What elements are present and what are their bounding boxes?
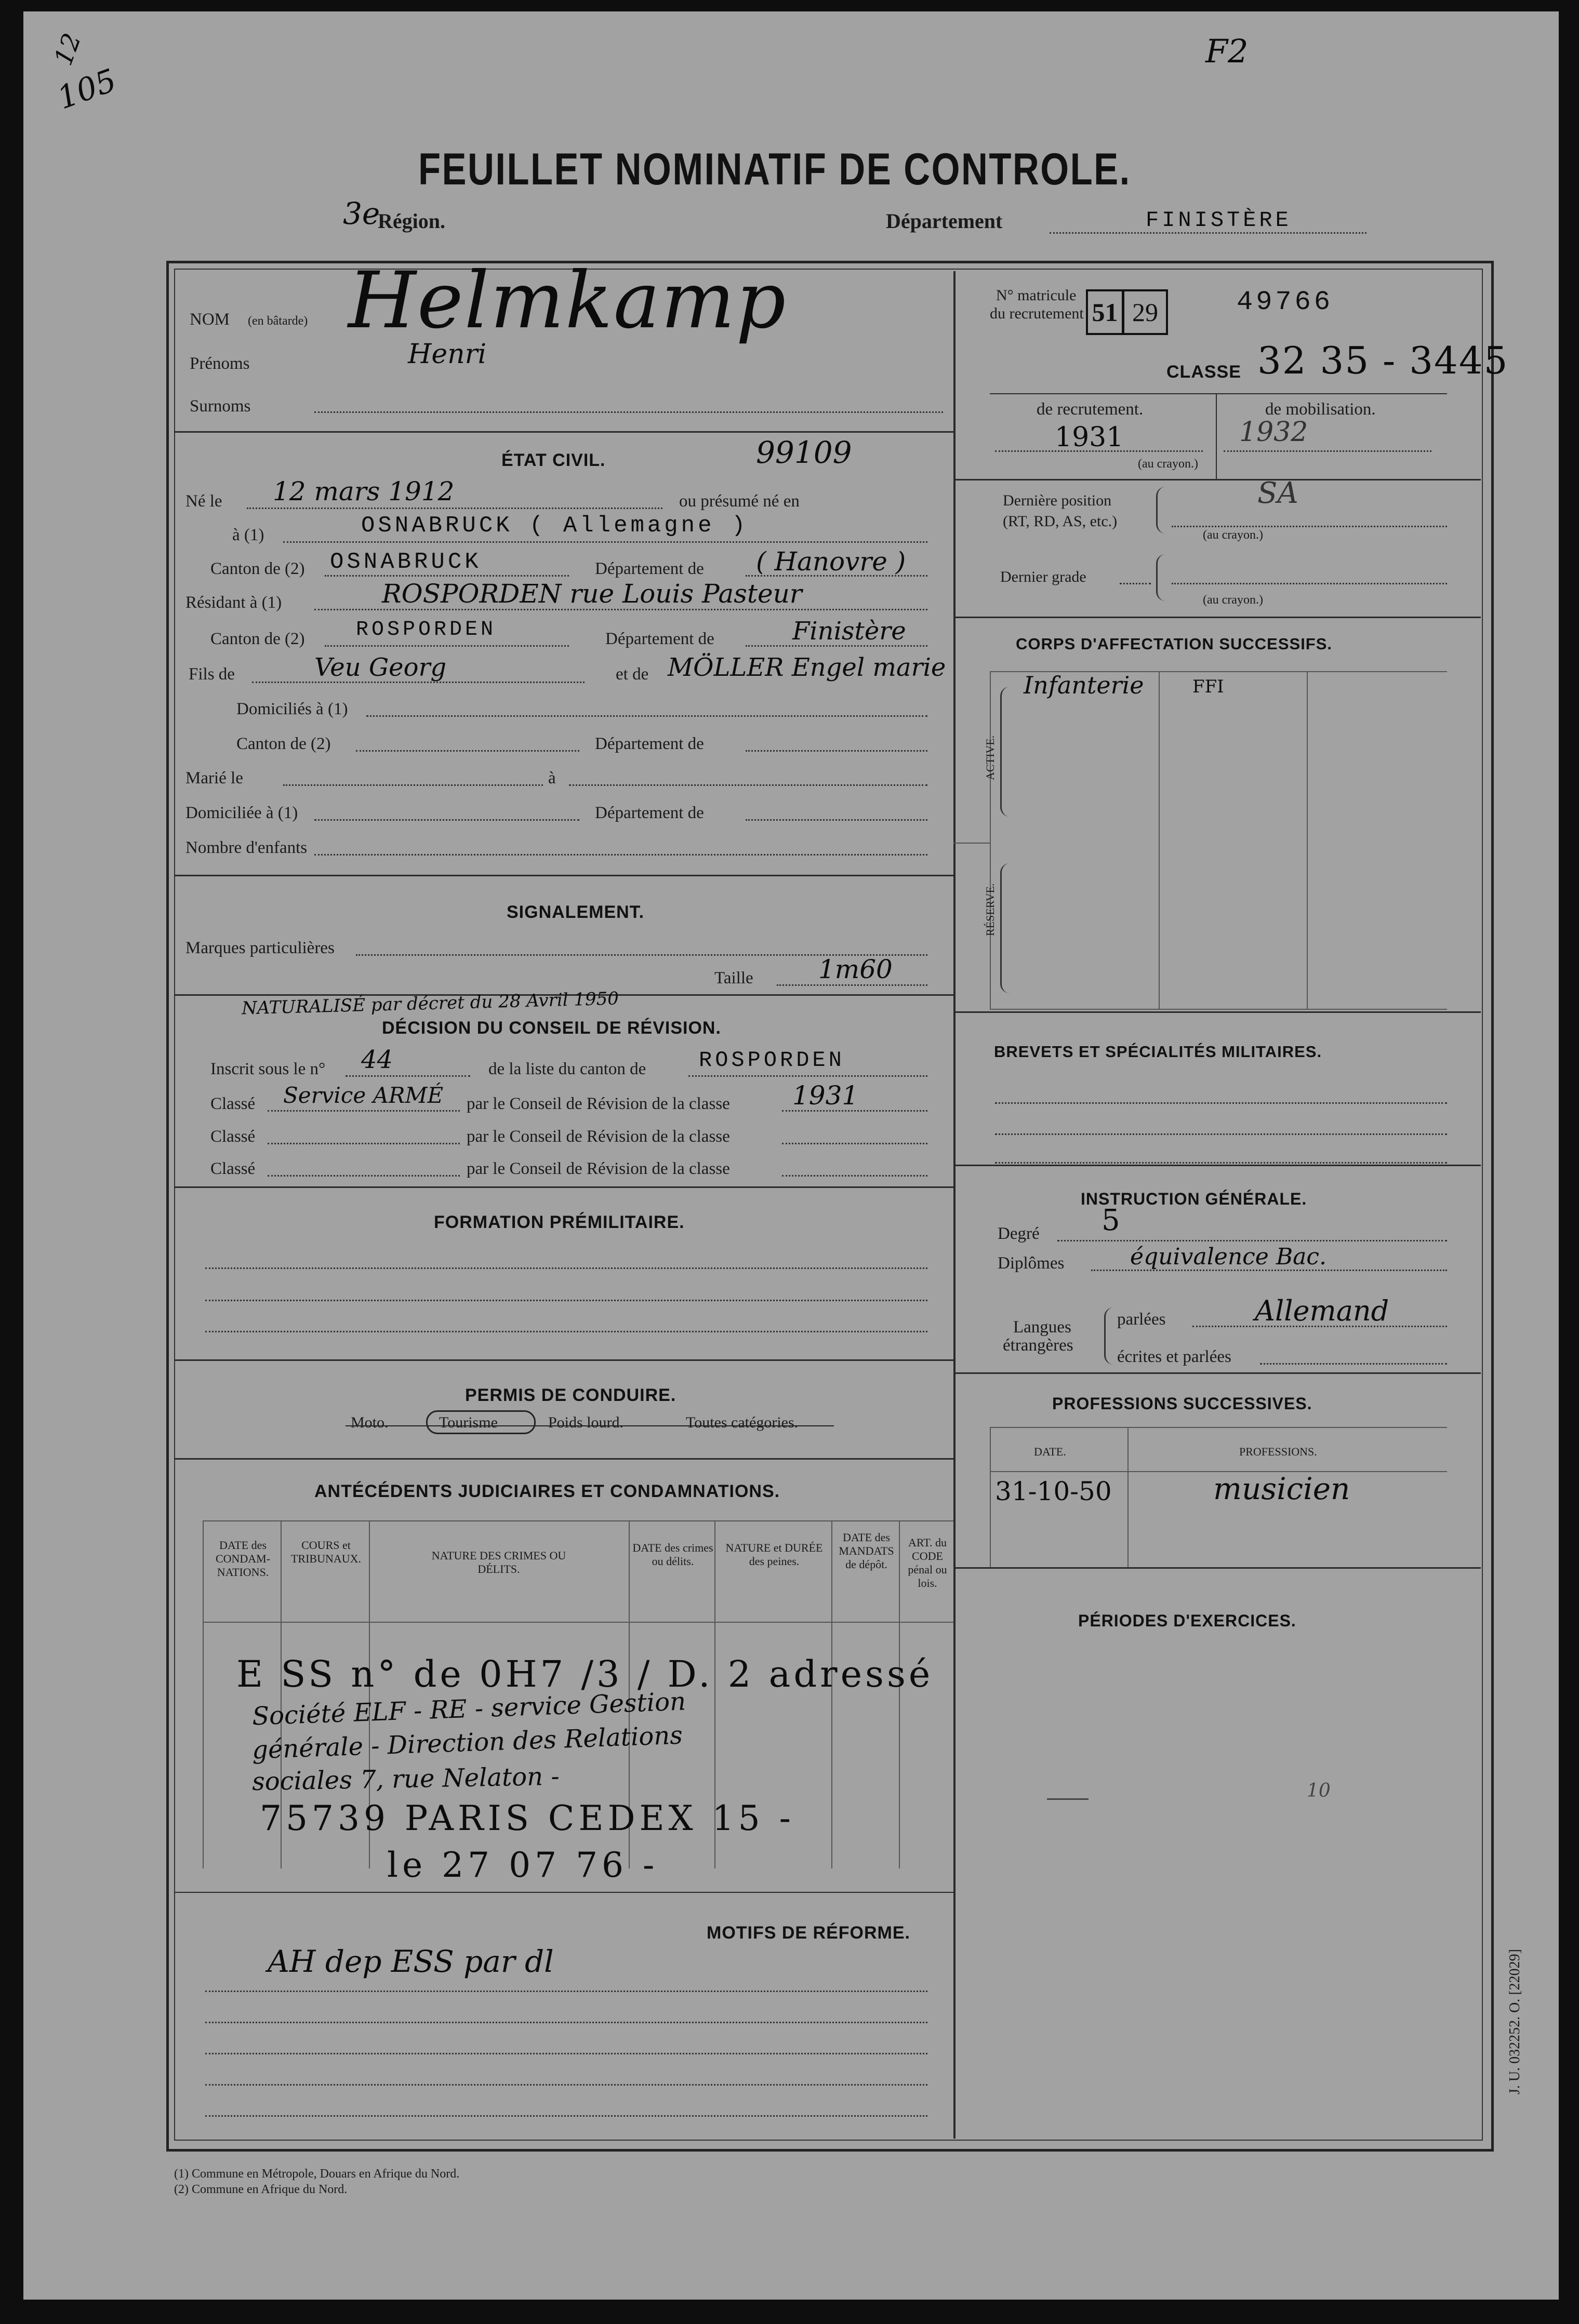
departement4-label: Département de	[595, 804, 704, 822]
inscrit-label: Inscrit sous le n°	[210, 1060, 326, 1078]
etat-civil-heading: ÉTAT CIVIL.	[501, 450, 606, 470]
matricule-box-2: 29	[1122, 289, 1168, 335]
reserve-label: RÉSERVE.	[984, 883, 997, 936]
record-sheet	[23, 11, 1559, 2300]
classe-2-par: par le Conseil de Révision de la classe	[467, 1127, 730, 1146]
classe-1-annee: 1931	[792, 1080, 859, 1111]
etat-civil-stamp: 99109	[756, 435, 852, 470]
parlees-value: Allemand	[1255, 1294, 1389, 1327]
note-line-3: générale - Direction des Relations	[251, 1720, 683, 1765]
col-date-crimes: DATE des crimes ou délits.	[632, 1541, 713, 1568]
matricule-label-2: du recrutement	[990, 305, 1084, 322]
formation-heading: FORMATION PRÉMILITAIRE.	[434, 1212, 685, 1232]
instruction-heading: INSTRUCTION GÉNÉRALE.	[1081, 1190, 1307, 1208]
presume-label: ou présumé né en	[679, 492, 800, 511]
taille-value: 1m60	[818, 954, 893, 984]
note-line-4: sociales 7, rue Nelaton -	[251, 1761, 560, 1797]
classe-value: 32 35 - 3445	[1257, 339, 1509, 382]
periodes-heading: PÉRIODES D'EXERCICES.	[1078, 1611, 1296, 1630]
marques-label: Marques particulières	[185, 939, 335, 957]
degre-label: Degré	[998, 1224, 1040, 1243]
prenoms-value: Henri	[408, 339, 487, 370]
birth-place-label: à (1)	[232, 526, 264, 544]
ecrites-label: écrites et parlées	[1117, 1347, 1231, 1366]
note-line-1: E SS n° de 0H7 /3 / D. 2 adressé	[236, 1653, 934, 1695]
motifs-heading: MOTIFS DE RÉFORME.	[707, 1923, 910, 1943]
derniere-position-sub: (RT, RD, AS, etc.)	[1003, 513, 1118, 530]
departement-de-label: Département de	[595, 559, 704, 578]
canton3-label: Canton de (2)	[236, 734, 331, 753]
langues-label-1: Langues	[1013, 1318, 1071, 1337]
marie-a-label: à	[548, 769, 556, 787]
col-art-code: ART. du CODE pénal ou lois.	[908, 1536, 947, 1590]
permis-moto: Moto.	[351, 1414, 389, 1431]
fils-label: Fils de	[189, 665, 235, 684]
corner-mark-number: 105	[52, 62, 122, 117]
nom-sub: (en bâtarde)	[248, 314, 308, 328]
corner-mark-right: F2	[1205, 32, 1249, 70]
conseil-heading: DÉCISION DU CONSEIL DE RÉVISION.	[382, 1018, 721, 1038]
permis-heading: PERMIS DE CONDUIRE.	[465, 1385, 676, 1405]
canton2-value: ROSPORDEN	[356, 618, 497, 642]
classe-3-par: par le Conseil de Révision de la classe	[467, 1159, 730, 1178]
langues-label-2: étrangères	[1003, 1336, 1073, 1355]
residant-value: ROSPORDEN rue Louis Pasteur	[382, 579, 802, 609]
corner-mark-left: 12	[48, 29, 87, 70]
col-nature-crimes: NATURE DES CRIMES OU DÉLITS.	[431, 1549, 566, 1575]
taille-label: Taille	[714, 969, 753, 987]
canton-value: OSNABRUCK	[330, 549, 482, 575]
note-line-2: Société ELF - RE - service Gestion	[251, 1687, 686, 1731]
departement2-label: Département de	[605, 630, 714, 648]
canton-label: Canton de (2)	[210, 559, 305, 578]
liste-label: de la liste du canton de	[488, 1060, 646, 1078]
surnoms-label: Surnoms	[190, 397, 251, 416]
note-line-5: 75739 PARIS CEDEX 15 -	[260, 1798, 795, 1838]
classe-3-label: Classé	[210, 1159, 256, 1178]
classe-1-value: Service ARMÉ	[283, 1083, 444, 1108]
permis-tourisme-circle	[426, 1410, 536, 1434]
derniere-position-value: SA	[1257, 476, 1298, 510]
antecedents-heading: ANTÉCÉDENTS JUDICIAIRES ET CONDAMNATIONS.	[314, 1481, 780, 1501]
classe-2-label: Classé	[210, 1127, 256, 1146]
departement-value: FINISTÈRE	[1146, 208, 1292, 233]
mobilisation-label: de mobilisation.	[1265, 400, 1376, 419]
corps-value-1: Infanterie	[1024, 671, 1144, 699]
et-label: et de	[616, 665, 649, 684]
prof-date-value: 31-10-50	[995, 1476, 1112, 1506]
residant-label: Résidant à (1)	[185, 593, 282, 612]
side-print: J. U. 032252. O. [22029]	[1507, 1949, 1523, 2094]
domicilies-label: Domiciliés à (1)	[236, 700, 348, 718]
nom-label: NOM	[190, 310, 230, 329]
grade-crayon: (au crayon.)	[1203, 593, 1263, 607]
mobilisation-value: 1932	[1239, 417, 1308, 448]
ne-le-label: Né le	[185, 492, 222, 511]
naturalise-note: NATURALISÉ par décret du 28 Avril 1950	[241, 988, 619, 1019]
footnote-1: (1) Commune en Métropole, Douars en Afrique du Nord.	[174, 2167, 460, 2181]
birth-place-value: OSNABRUCK ( Allemagne )	[361, 513, 749, 539]
recrutement-crayon: (au crayon.)	[1138, 457, 1198, 471]
departement-de-value: ( Hanovre )	[756, 546, 906, 577]
canton-revision-value: ROSPORDEN	[699, 1048, 845, 1073]
prof-value: musicien	[1213, 1471, 1350, 1506]
degre-value: 5	[1102, 1204, 1120, 1237]
ne-le-value: 12 mars 1912	[273, 476, 455, 506]
mother-value: MÖLLER Engel marie	[668, 653, 946, 682]
professions-heading: PROFESSIONS SUCCESSIVES.	[1052, 1394, 1312, 1413]
active-label: ACTIVE.	[984, 735, 997, 780]
departement-label: Département	[886, 209, 1003, 233]
position-crayon: (au crayon.)	[1203, 528, 1263, 542]
nom-value: Helmkamp	[348, 256, 787, 346]
motifs-value: AH dep ESS par dl	[268, 1944, 554, 1979]
permis-poids: Poids lourd.	[548, 1414, 624, 1431]
permis-tourisme: Tourisme	[439, 1414, 498, 1431]
canton2-label: Canton de (2)	[210, 630, 305, 648]
page-title: FEUILLET NOMINATIF DE CONTROLE.	[418, 144, 1131, 194]
col-date-mandats: DATE des MANDATS de dépôt.	[839, 1531, 894, 1571]
permis-toutes: Toutes catégories.	[686, 1414, 799, 1431]
brevets-heading: BREVETS ET SPÉCIALITÉS MILITAIRES.	[994, 1043, 1322, 1061]
matricule-number: 49766	[1237, 287, 1334, 317]
periodes-mark: 10	[1307, 1780, 1331, 1801]
inscrit-value: 44	[361, 1045, 393, 1074]
marie-label: Marié le	[185, 769, 243, 787]
matricule-box-1: 51	[1086, 289, 1124, 335]
region-label: Région.	[378, 209, 445, 233]
recrutement-label: de recrutement.	[1037, 400, 1144, 419]
derniere-position-label: Dernière position	[1003, 492, 1112, 509]
col-nature-peines: NATURE et DURÉE des peines.	[725, 1541, 823, 1568]
father-value: Veu Georg	[314, 653, 447, 682]
enfants-label: Nombre d'enfants	[185, 838, 308, 857]
corps-value-2: FFI	[1192, 676, 1224, 697]
classe-label: CLASSE	[1166, 362, 1241, 382]
prof-date-col: DATE.	[1034, 1445, 1066, 1458]
diplomes-label: Diplômes	[998, 1254, 1065, 1273]
corps-heading: CORPS D'AFFECTATION SUCCESSIFS.	[1016, 635, 1333, 653]
departement2-value: Finistère	[792, 617, 906, 646]
col-date-condamnations: DATE des CONDAM-NATIONS.	[215, 1539, 271, 1579]
col-cours-tribunaux: COURS et TRIBUNAUX.	[290, 1539, 362, 1565]
note-line-6: le 27 07 76 -	[387, 1845, 659, 1885]
prenoms-label: Prénoms	[190, 354, 250, 373]
region-value: 3e	[343, 196, 380, 231]
domiciliee-label: Domiciliée à (1)	[185, 804, 298, 822]
parlees-label: parlées	[1117, 1310, 1166, 1329]
departement3-label: Département de	[595, 734, 704, 753]
dernier-grade-label: Dernier grade	[1000, 568, 1086, 585]
recrutement-value: 1931	[1055, 422, 1124, 453]
classe-1-label: Classé	[210, 1094, 256, 1113]
classe-1-par: par le Conseil de Révision de la classe	[467, 1094, 730, 1113]
matricule-label-1: N° matricule	[996, 287, 1077, 304]
signalement-heading: SIGNALEMENT.	[507, 902, 645, 922]
prof-prof-col: PROFESSIONS.	[1239, 1445, 1317, 1458]
diplomes-value: équivalence Bac.	[1130, 1244, 1327, 1270]
footnote-2: (2) Commune en Afrique du Nord.	[174, 2183, 348, 2196]
